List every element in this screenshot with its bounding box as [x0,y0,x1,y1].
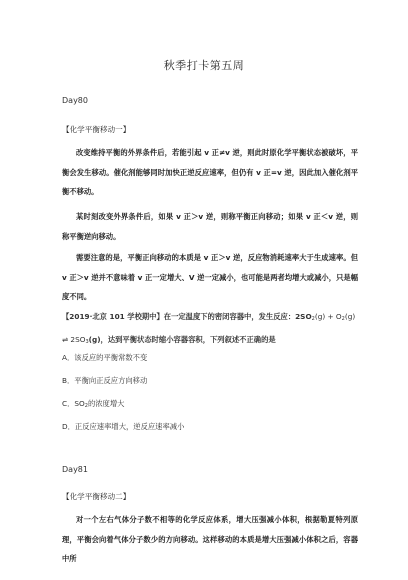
day80-question [62,307,358,352]
day80-paragraph-1-text: 改变维持平衡的外界条件后，若能引起 v 正≠v 逆，则此时原化学平衡状态被破坏，平衡会发生移动。催化剂能够同时加快正逆反应速率，但仍有 v 正=v 逆，因此加入催化剂平衡不移动。 [62,148,358,196]
option-b: B．平衡向正反应方向移动 [62,376,148,385]
day81-paragraph-1-text: 对一个左右气体分子数不相等的化学反应体系，增大压强减小体积，根据勒夏特列原理，平衡会向着气体分子数少的方向移动。这样移动的本质是增大压强减小体积之后，容器中所 [62,515,358,563]
day81-paragraph-1 [62,510,358,569]
question-sub-2: 2 [341,316,345,322]
option-c-prefix: C．SO [62,399,85,408]
day80-paragraph-1 [62,143,358,202]
question-text-2: (g) + O [314,312,342,321]
day80-paragraph-2 [62,207,358,246]
day81-section-heading: 【化学平衡移动二】 [62,492,131,501]
option-a: A．该反应的平衡常数不变 [62,353,148,362]
question-sub-1: 2 [311,316,315,322]
option-c-sub: 2 [84,403,88,409]
day81-label: Day81 [62,465,88,474]
day80-paragraph-3 [62,248,358,307]
day80-paragraph-3-text: 需要注意的是，平衡正向移动的本质是 v 正＞v 逆，反应物消耗速率大于生成速率。但 v 正＞v 逆并不意味着 v 正一定增大、V 逆一定减小，也可能是两者均增大或减小，只是幅度不同。 [62,253,358,301]
question-text-1: 【2019·北京 101 学校期中】在一定温度下的密闭容器中，发生反应：2SO [62,312,312,321]
day80-paragraph-2-text: 某时刻改变外界条件后，如果 v 正＞v 逆，则称平衡正向移动；如果 v 正＜v 逆，则称平衡逆向移动。 [62,212,358,241]
page-title: 秋季打卡第五周 [163,59,245,72]
day80-label: Day80 [62,96,88,105]
option-c-suffix: 的浓度增大 [87,399,125,408]
option-d: D．正反应速率增大，逆反应速率减小 [62,422,185,431]
question-sub-3: 3 [85,338,89,345]
option-c [62,399,124,409]
question-text-4: (g)，达到平衡状态时缩小容器容积，下列叙述不正确的是 [88,334,276,344]
day80-section-heading: 【化学平衡移动一】 [62,125,131,134]
question-text-3: (g) ⇌ 2SO [62,312,356,344]
